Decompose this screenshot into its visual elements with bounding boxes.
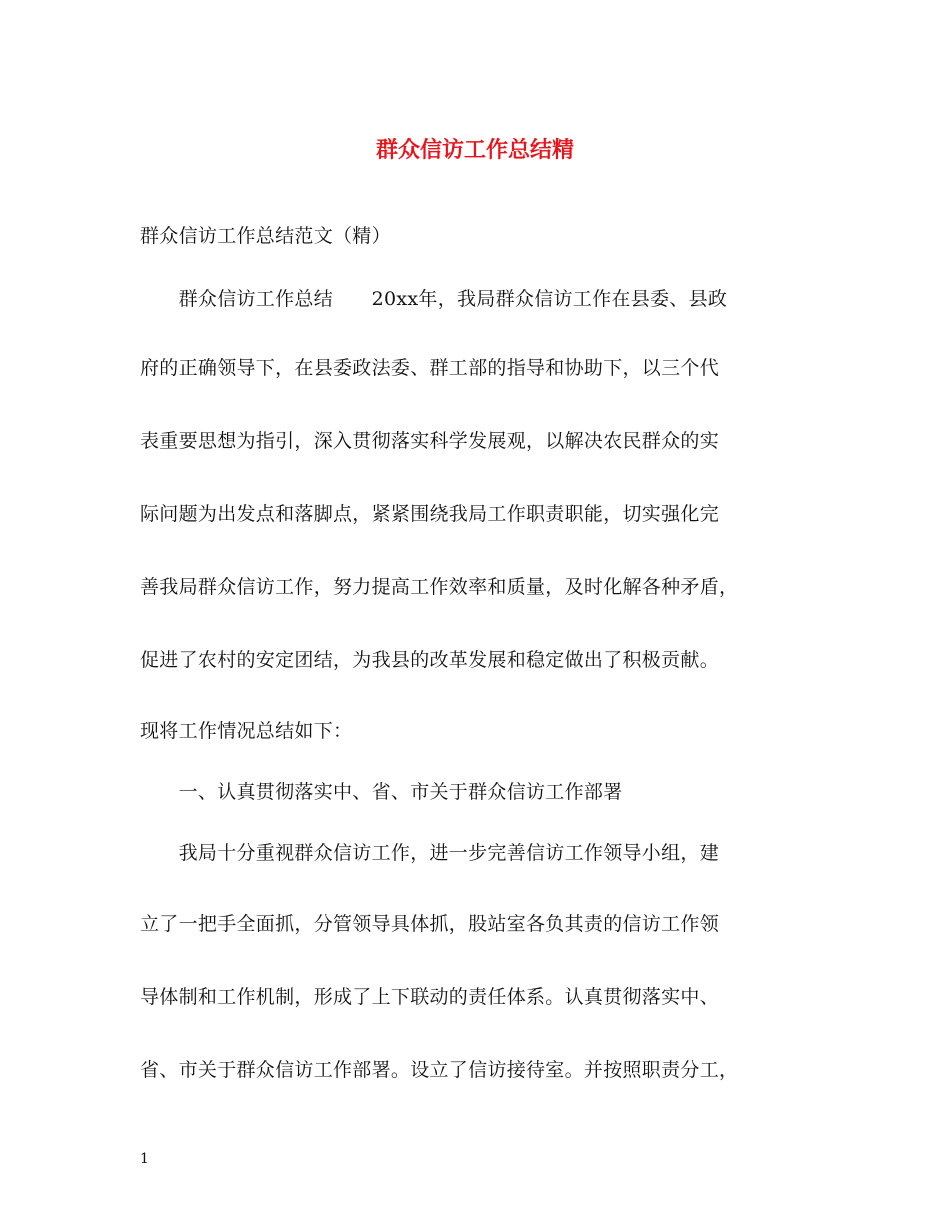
page-number: 1: [140, 1151, 149, 1167]
document-title: 群众信访工作总结精: [375, 137, 574, 163]
text-line-13: 省、市关于群众信访工作部署。设立了信访接待室。并按照职责分工，: [140, 1059, 739, 1081]
text-line-6: 善我局群众信访工作，努力提高工作效率和质量，及时化解各种矛盾，: [140, 576, 739, 598]
text-line-2: 群众信访工作总结 20xx年，我局群众信访工作在县委、县政: [140, 288, 728, 310]
text-line-4: 表重要思想为指引，深入贯彻落实科学发展观，以解决农民群众的实: [140, 430, 720, 452]
text-line-8: 现将工作情况总结如下：: [140, 720, 353, 742]
section-heading-1: 一、认真贯彻落实中、省、市关于群众信访工作部署: [140, 781, 623, 803]
text-line-5: 际问题为出发点和落脚点，紧紧围绕我局工作职责职能，切实强化完: [140, 503, 720, 525]
text-line-1: 群众信访工作总结范文（精）: [140, 225, 391, 247]
text-line-10: 我局十分重视群众信访工作，进一步完善信访工作领导小组，建: [140, 842, 720, 864]
text-line-7: 促进了农村的安定团结，为我县的改革发展和稳定做出了积极贡献。: [140, 649, 720, 671]
text-line-12: 导体制和工作机制，形成了上下联动的责任体系。认真贯彻落实中、: [140, 986, 720, 1008]
text-line-11: 立了一把手全面抓，分管领导具体抓，股站室各负其责的信访工作领: [140, 913, 720, 935]
text-line-3: 府的正确领导下，在县委政法委、群工部的指导和协助下，以三个代: [140, 357, 720, 379]
